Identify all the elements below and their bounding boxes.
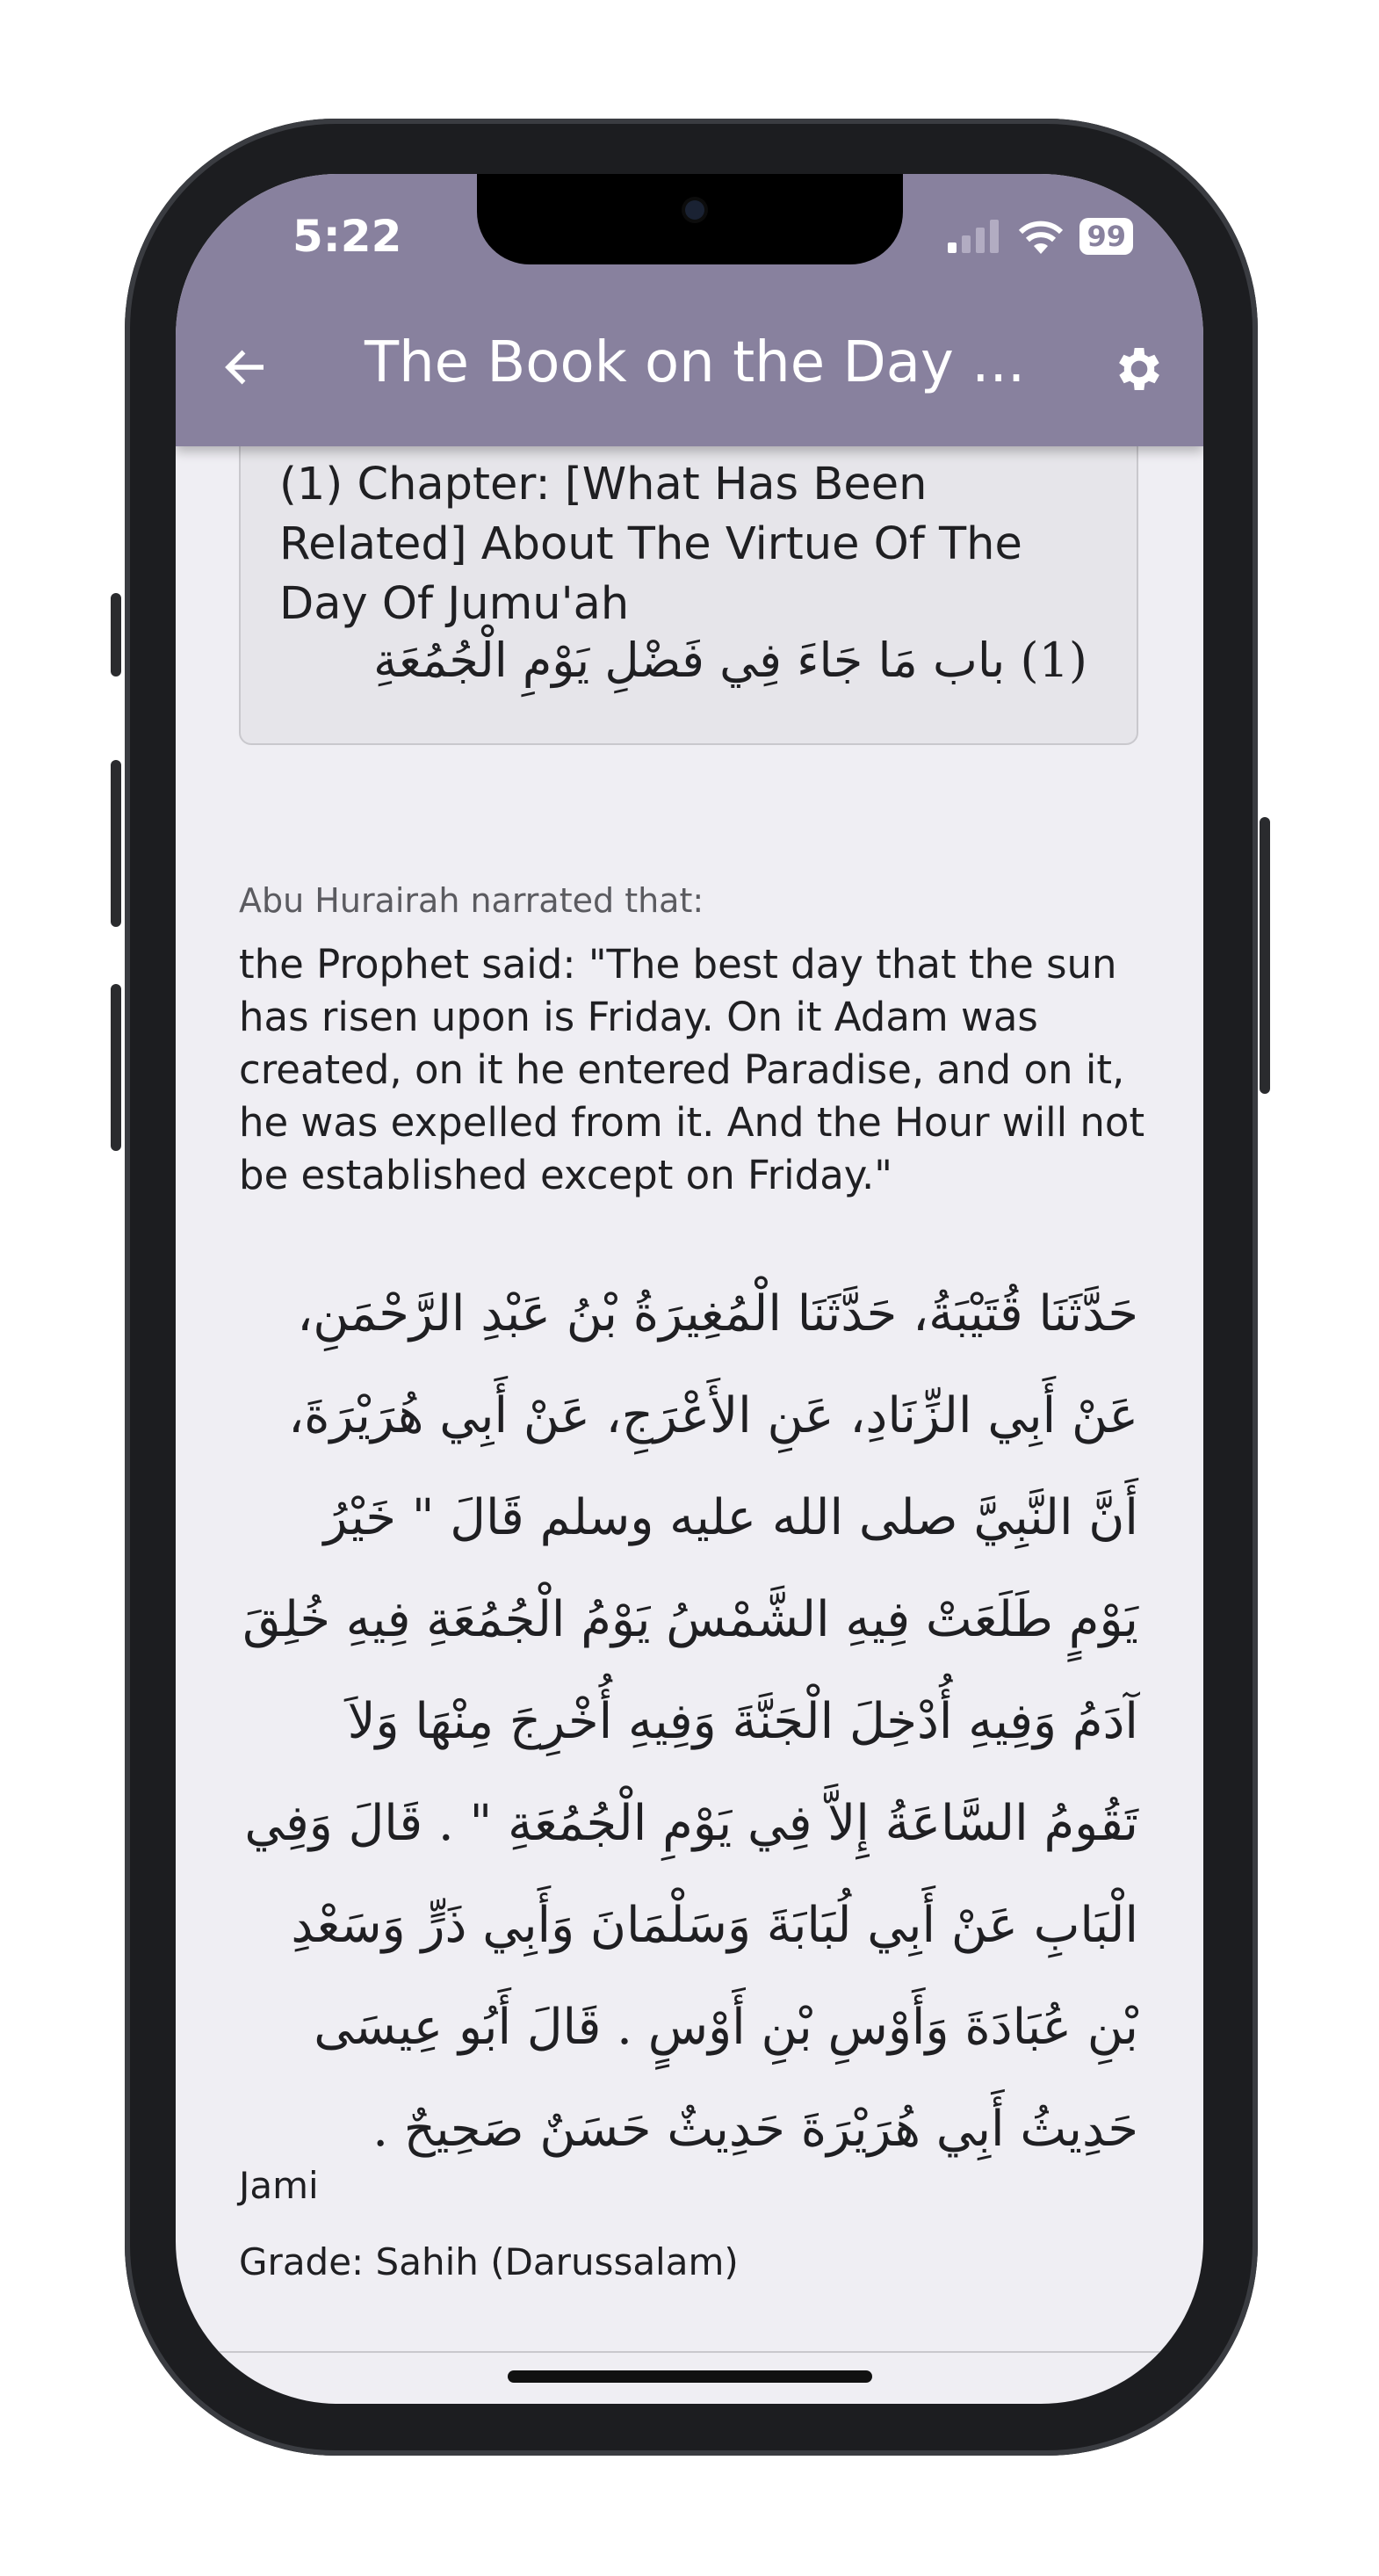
status-icons [948, 218, 1133, 255]
hadith-english-text: the Prophet said: "The best day that the sun has risen upon is Friday. On it Adam was created, on it he entered Paradise, and on it, he was expelled from it. And the Hour will not be established except on Friday." [239, 941, 1145, 1198]
hadith-narrator: Abu Hurairah narrated that: [239, 881, 704, 920]
gear-icon[interactable] [1111, 341, 1167, 397]
power-button [1260, 817, 1270, 1094]
hadith-source: Jami [239, 2164, 319, 2207]
app-screen [176, 174, 1203, 2404]
chapter-card [239, 394, 1138, 745]
volume-up-button [111, 760, 121, 927]
notch [477, 174, 903, 264]
signal-icon [948, 220, 1002, 253]
mute-switch [111, 593, 121, 677]
status-time: 5:22 [292, 211, 402, 262]
arrow-left-icon[interactable] [220, 341, 272, 394]
home-indicator[interactable] [508, 2370, 872, 2383]
hadith-grade: Grade: Sahih (Darussalam) [239, 2240, 739, 2283]
chapter-title-arabic: (1) باب مَا جَاءَ فِي فَضْلِ يَوْمِ الْجُمُعَةِ [373, 633, 1087, 688]
wifi-icon [1018, 219, 1064, 254]
divider [176, 2351, 1203, 2353]
volume-down-button [111, 984, 121, 1151]
camera [685, 200, 704, 220]
hadith-arabic-text: حَدَّثَنَا قُتَيْبَةُ، حَدَّثَنَا الْمُغِيرَةُ بْنُ عَبْدِ الرَّحْمَنِ، عَنْ أَبِي الزِّنَادِ، عَنِ الأَعْرَجِ، عَنْ أَبِي هُرَيْرَةَ، أَنَّ النَّبِيَّ صلى الله عليه وسلم قَالَ " خَيْرُ يَوْمٍ طَلَعَتْ فِيهِ الشَّمْسُ يَوْمُ الْجُمُعَةِ فِيهِ خُلِقَ آدَمُ وَفِيهِ أُدْخِلَ الْجَنَّةَ وَفِيهِ أُخْرِجَ مِنْهَا وَلاَ تَقُومُ السَّاعَةُ إِلاَّ فِي يَوْمِ الْجُمُعَةِ " . قَالَ وَفِي الْبَابِ عَنْ أَبِي لُبَابَةَ وَسَلْمَانَ وَأَبِي ذَرٍّ وَسَعْدِ بْنِ عُبَادَةَ وَأَوْسِ بْنِ أَوْسٍ . قَالَ أَبُو عِيسَى حَدِيثُ أَبِي هُرَيْرَةَ حَدِيثٌ حَسَنٌ صَحِيحٌ . [242, 1285, 1138, 2158]
page-title: The Book on the Day ... [365, 330, 1026, 395]
chapter-title-english: (1) Chapter: [What Has Been Related] About The Virtue Of The Day Of Jumu'ah [279, 459, 1022, 630]
battery-indicator: 99 [1079, 218, 1133, 255]
